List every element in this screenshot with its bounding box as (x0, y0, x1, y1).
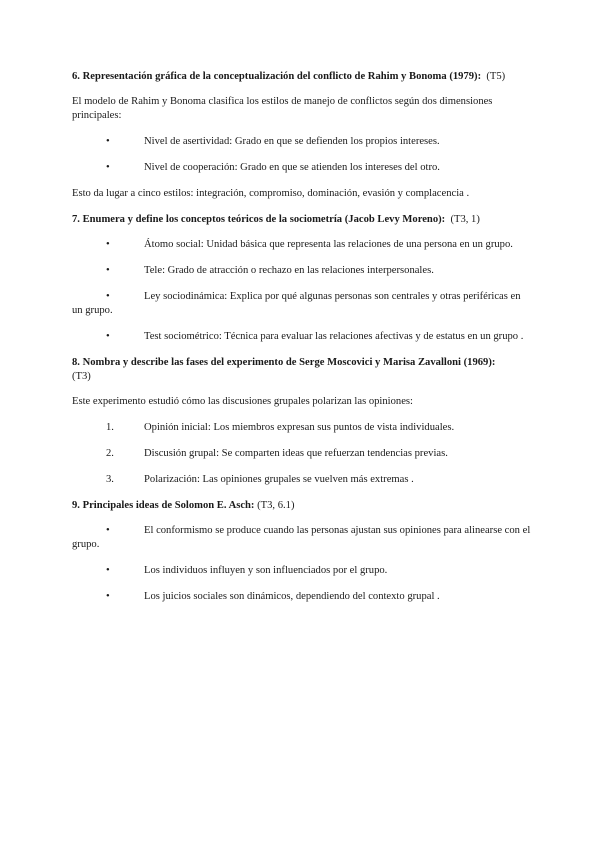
bullet-icon: • (106, 136, 110, 147)
list-item: • Nivel de cooperación: Grado en que se atienden los intereses del otro. (106, 162, 440, 173)
list-item: • Test sociométrico: Técnica para evaluar las relaciones afectivas y de estatus en un grupo . (106, 331, 524, 342)
section-6-intro: El modelo de Rahim y Bonoma clasifica los estilos de manejo de conflictos según dos dimensiones principales: (72, 96, 493, 121)
section-8-intro: Este experimento estudió cómo las discusiones grupales polarizan las opiniones: (72, 396, 413, 407)
bullet-icon: • (106, 291, 110, 302)
section-9-ref: (T3, 6.1) (257, 500, 295, 511)
item-number: 2. (106, 448, 114, 459)
section-6-ref: (T5) (486, 71, 506, 82)
list-item: • Los individuos influyen y son influenciados por el grupo. (106, 565, 388, 576)
item-number: 3. (106, 474, 114, 485)
section-6-outro: Esto da lugar a cinco estilos: integración, compromiso, dominación, evasión y complacencia . (72, 188, 470, 199)
list-item: • Los juicios sociales son dinámicos, dependiendo del contexto grupal . (106, 591, 440, 602)
section-8-title: 8. Nombra y describe las fases del experimento de Serge Moscovici y Marisa Zavalloni (1969): (72, 357, 496, 368)
bullet-icon: • (106, 239, 110, 250)
bullet-icon: • (106, 591, 110, 602)
section-7-heading (72, 213, 532, 227)
list-item: • El conformismo se produce cuando las personas ajustan sus opiniones para alinearse con el grupo. (72, 525, 531, 550)
bullet-icon: • (106, 265, 110, 276)
bullet-icon: • (106, 162, 110, 173)
numbered-item: 2. Discusión grupal: Se comparten ideas que refuerzan tendencias previas. (106, 448, 448, 459)
list-item: • Átomo social: Unidad básica que representa las relaciones de una persona en un grupo. (106, 239, 513, 250)
list-item: • Nivel de asertividad: Grado en que se defienden los propios intereses. (106, 136, 440, 147)
bullet-icon: • (106, 565, 110, 576)
numbered-item: 3. Polarización: Las opiniones grupales se vuelven más extremas . (106, 474, 414, 485)
section-8-ref: (T3) (72, 371, 91, 382)
bullet-icon: • (106, 525, 110, 536)
section-7-title: 7. Enumera y define los conceptos teóricos de la sociometría (Jacob Levy Moreno): (72, 214, 446, 225)
section-7-ref: (T3, 1) (450, 214, 480, 225)
section-6-title: 6. Representación gráfica de la conceptualización del conflicto de Rahim y Bonoma (1979): (72, 71, 482, 82)
section-9-heading (72, 499, 532, 513)
list-item: • Ley sociodinámica: Explica por qué algunas personas son centrales y otras periféricas en un grupo. (72, 291, 521, 316)
numbered-item: 1. Opinión inicial: Los miembros expresan sus puntos de vista individuales. (106, 422, 455, 433)
section-9-title: 9. Principales ideas de Solomon E. Asch: (72, 500, 255, 511)
section-8-heading (72, 356, 532, 384)
list-item: • Tele: Grado de atracción o rechazo en las relaciones interpersonales. (106, 265, 434, 276)
item-number: 1. (106, 422, 114, 433)
section-6-heading (72, 70, 532, 84)
document-page (72, 70, 532, 616)
bullet-icon: • (106, 331, 110, 342)
